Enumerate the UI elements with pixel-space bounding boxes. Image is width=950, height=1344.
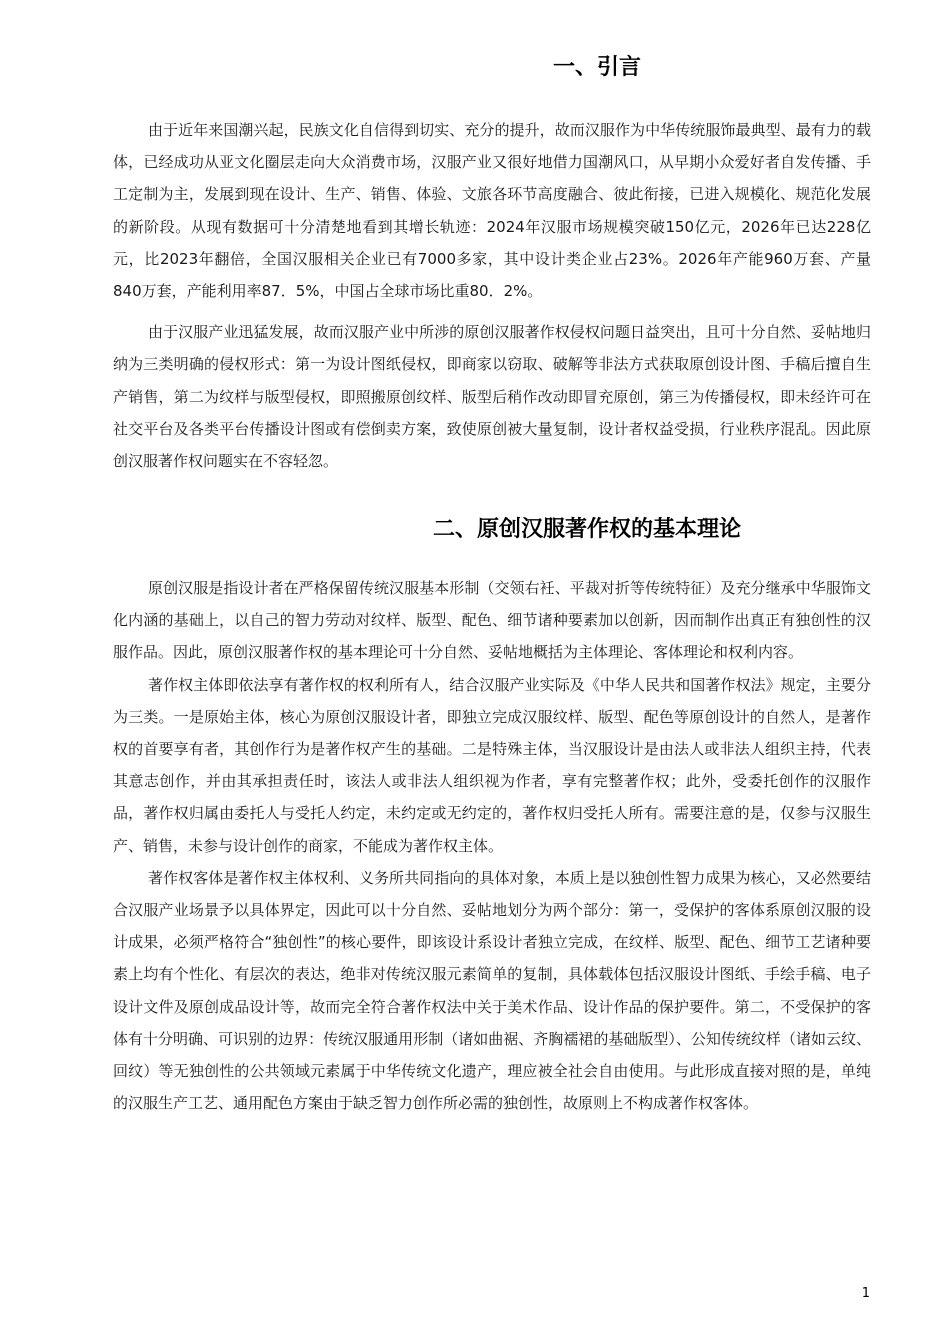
- section-basic-theory-body: [113, 572, 871, 1119]
- page-number: 1: [861, 1286, 870, 1301]
- section-introduction-body: [113, 114, 871, 477]
- paragraph: 著作权主体即依法享有著作权的权利所有人，结合汉服产业实际及《中华人民共和国著作权法》规定，主要分为三类。一是原始主体，核心为原创汉服设计者，即独立完成汉服纹样、版型、配色等原创设计的自然人，是著作权的首要享有者，其创作行为是著作权产生的基础。二是特殊主体，当汉服设计是由法人或非法人组织主持，代表其意志创作，并由其承担责任时，该法人或非法人组织视为作者，享有完整著作权；此外，受委托创作的汉服作品，著作权归属由委托人与受托人约定，未约定或无约定的，著作权归受托人所有。需要注意的是，仅参与汉服生产、销售，未参与设计创作的商家，不能成为著作权主体。: [113, 675, 871, 855]
- paragraph: 著作权客体是著作权主体权利、义务所共同指向的具体对象，本质上是以独创性智力成果为核心，又必然要结合汉服产业场景予以具体界定，因此可以十分自然、妥帖地划分为两个部分：第一，受保护的客体系原创汉服的设计成果，必须严格符合“独创性”的核心要件，即该设计系设计者独立完成，在纹样、版型、配色、细节工艺诸种要素上均有个性化、有层次的表达，绝非对传统汉服元素简单的复制，具体载体包括汉服设计图纸、手绘手稿、电子设计文件及原创成品设计等，故而完全符合著作权法中关于美术作品、设计作品的保护要件。第二，不受保护的客体有十分明确、可识别的边界：传统汉服通用形制（诸如曲裾、齐胸襦裙的基础版型）、公知传统纹样（诸如云纹、回纹）等无独创性的公共领域元素属于中华传统文化遗产，理应被全社会自由使用。与此形成直接对照的是，单纯的汉服生产工艺、通用配色方案由于缺乏智力创作所必需的独创性，故原则上不构成著作权客体。: [113, 868, 871, 1113]
- paragraph: 由于近年来国潮兴起，民族文化自信得到切实、充分的提升，故而汉服作为中华传统服饰最典型、最有力的载体，已经成功从亚文化圈层走向大众消费市场，汉服产业又很好地借力国潮风口，从早期小众爱好者自发传播、手工定制为主，发展到现在设计、生产、销售、体验、文旅各环节高度融合、彼此衔接，已进入规模化、规范化发展的新阶段。从现有数据可十分清楚地看到其增长轨迹：2024年汉服市场规模突破150亿元，2026年已达228亿元，比2023年翻倍，全国汉服相关企业已有7000多家，其中设计类企业占23%。2026年产能960万套、产量840万套，产能利用率87．5%，中国占全球市场比重80．2%。: [113, 121, 871, 301]
- paragraph: 原创汉服是指设计者在严格保留传统汉服基本形制（交领右衽、平裁对折等传统特征）及充分继承中华服饰文化内涵的基础上，以自己的智力劳动对纹样、版型、配色、细节诸种要素加以创新，因而制作出真正有独创性的汉服作品。因此，原创汉服著作权的基本理论可十分自然、妥帖地概括为主体理论、客体理论和权利内容。: [113, 579, 871, 662]
- section-heading-basic-theory: 二、原创汉服著作权的基本理论: [433, 517, 742, 542]
- section-heading-introduction: 一、引言: [553, 55, 642, 80]
- paragraph: 由于汉服产业迅猛发展，故而汉服产业中所涉的原创汉服著作权侵权问题日益突出，且可十分自然、妥帖地归纳为三类明确的侵权形式：第一为设计图纸侵权，即商家以窃取、破解等非法方式获取原创设计图、手稿后擅自生产销售，第二为纹样与版型侵权，即照搬原创纹样、版型后稍作改动即冒充原创，第三为传播侵权，即未经许可在社交平台及各类平台传播设计图或有偿倒卖方案，致使原创被大量复制，设计者权益受损，行业秩序混乱。因此原创汉服著作权问题实在不容轻忽。: [113, 323, 871, 471]
